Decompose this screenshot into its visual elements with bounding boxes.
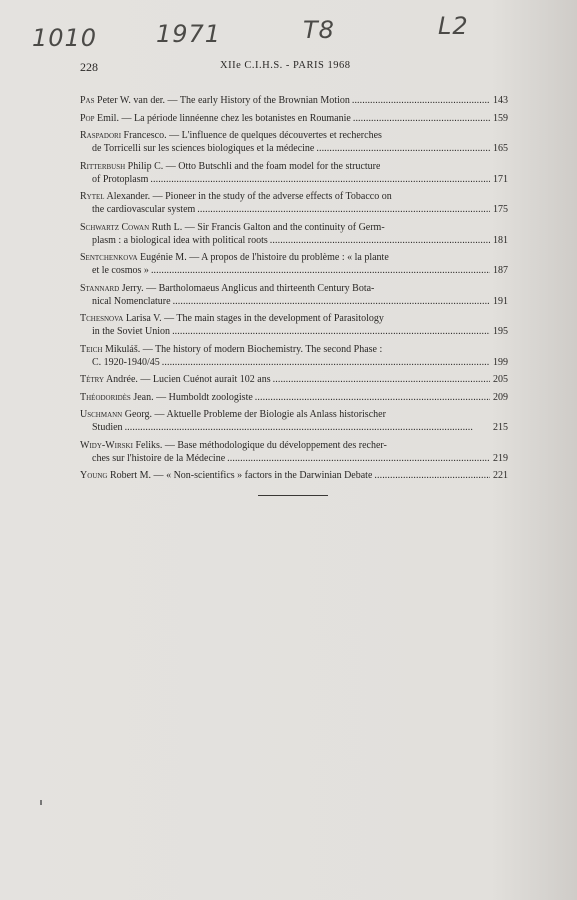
article-title: L'influence de quelques découvertes et recherches: [181, 130, 382, 141]
dot-leader: [171, 295, 490, 308]
toc-page-number: 159: [493, 112, 508, 124]
handwritten-note-4: L2: [438, 12, 469, 40]
author-given-name: Mikuláš. —: [102, 343, 156, 355]
toc-page-number: 165: [493, 143, 508, 154]
dot-leader: [170, 325, 490, 338]
toc-entry-continuation-line: [80, 452, 508, 465]
toc-page-number: 187: [493, 265, 508, 276]
toc-entry-first-line: [80, 343, 508, 356]
toc-entry-continuation-line: [80, 421, 508, 434]
handwritten-note-2: 1971: [156, 20, 222, 48]
toc-entry-continuation-line: [80, 295, 508, 308]
page-number: 228: [80, 60, 98, 74]
dot-leader: [268, 234, 490, 247]
toc-entry-first-line: [80, 94, 508, 107]
author-surname: Tétry: [80, 374, 104, 385]
article-title: The early History of the Brownian Motion: [179, 95, 350, 106]
author-surname: Young: [80, 470, 108, 481]
toc-entry-first-line: [80, 469, 508, 482]
toc-entry-text: [80, 391, 253, 404]
running-title: XIIe C.I.H.S. - PARIS 1968: [220, 60, 351, 71]
toc-entry-text: [80, 373, 271, 386]
toc-entry: [80, 439, 508, 465]
toc-entry-text: [80, 343, 382, 356]
toc-entry: [80, 190, 508, 216]
toc-entry-text: [92, 234, 268, 247]
article-title: nical Nomenclature: [92, 295, 171, 307]
dot-leader: [314, 142, 490, 155]
dot-leader: [148, 173, 490, 186]
toc-entry-text: [92, 203, 195, 216]
dot-leader: [149, 264, 490, 277]
article-title: Base méthodologique du développement des recher-: [177, 439, 387, 451]
article-title: Otto Butschli and the foam model for the structure: [178, 160, 381, 172]
author-surname: Teich: [80, 343, 103, 355]
author-surname: Widy-Wirski: [80, 439, 133, 451]
toc-entry-text: [80, 129, 382, 142]
author-surname: Sentchenkova: [80, 252, 138, 263]
toc-entry-first-line: [80, 190, 508, 203]
author-given-name: Robert M. —: [107, 470, 167, 481]
toc-entry-continuation-line: [80, 325, 508, 338]
toc-entry-first-line: [80, 373, 508, 386]
article-title: A propos de l'histoire du problème : « la plante: [201, 252, 389, 263]
toc-entry: [80, 391, 508, 404]
toc-entry-text: [80, 94, 350, 107]
toc-entry-first-line: [80, 282, 508, 295]
toc-entry: [80, 469, 508, 482]
article-title: Aktuelle Probleme der Biologie als Anlass historischer: [166, 409, 386, 420]
toc-page-number: 221: [493, 470, 508, 481]
dot-leader: [271, 373, 490, 386]
toc-page-number: 171: [493, 173, 508, 185]
article-title: the cardiovascular system: [92, 204, 196, 215]
toc-entry-text: [80, 221, 385, 234]
article-title: Pioneer in the study of the adverse effects of Tobacco on: [165, 191, 392, 202]
toc-entry: [80, 282, 508, 308]
toc-entry-continuation-line: [80, 173, 508, 186]
toc-entry-text: [80, 408, 386, 421]
toc-entry: [80, 221, 508, 247]
toc-entry-text: [92, 142, 314, 155]
toc-entry-text: [92, 295, 171, 308]
author-given-name: Emil. —: [94, 112, 134, 124]
dot-leader: [253, 391, 490, 404]
author-surname: Pas: [80, 95, 95, 106]
toc-entry: [80, 343, 508, 369]
handwritten-note-1: 1010: [32, 24, 98, 52]
author-given-name: Alexander. —: [104, 191, 166, 202]
dot-leader: [351, 112, 490, 125]
author-given-name: Eugénie M. —: [137, 252, 202, 263]
author-surname: Raspadori: [80, 130, 122, 141]
article-title: La période linnéenne chez les botanistes en Roumanie: [133, 112, 351, 124]
table-of-contents: [80, 94, 508, 487]
toc-page-number: 199: [493, 356, 508, 368]
toc-entry-continuation-line: [80, 142, 508, 155]
toc-entry-first-line: [80, 129, 508, 142]
article-title: « Non-scientifics » factors in the Darwinian Debate: [166, 470, 373, 481]
article-title: et le cosmos »: [92, 265, 149, 276]
toc-entry-first-line: [80, 160, 508, 173]
article-title: The history of modern Biochemistry. The second Phase :: [155, 343, 383, 355]
dot-leader: [160, 356, 490, 369]
toc-entry-text: [92, 325, 170, 338]
article-title: Bartholomaeus Anglicus and thirteenth Century Bota-: [158, 282, 375, 294]
dot-leader: [350, 94, 490, 107]
toc-page-number: 219: [493, 452, 508, 464]
article-title: Lucien Cuénot aurait 102 ans: [152, 374, 271, 385]
toc-page-number: 215: [493, 422, 508, 433]
toc-entry-text: [92, 173, 148, 186]
author-surname: Théodoridès: [80, 391, 131, 403]
author-given-name: Philip C. —: [125, 160, 179, 172]
page-blemish: [40, 800, 42, 805]
article-title: ches sur l'histoire de la Médecine: [92, 452, 226, 464]
toc-entry-continuation-line: [80, 203, 508, 216]
toc-page-number: 175: [493, 204, 508, 215]
toc-entry-text: [80, 251, 389, 264]
toc-entry-text: [80, 312, 384, 325]
dot-leader: [225, 452, 490, 465]
toc-entry-text: [80, 439, 387, 452]
dot-leader: [372, 469, 490, 482]
article-title: plasm : a biological idea with political roots: [92, 234, 268, 246]
article-title: of Protoplasm: [92, 173, 149, 185]
article-title: Humboldt zoologiste: [168, 391, 253, 403]
article-title: in the Soviet Union: [92, 326, 171, 337]
toc-entry: [80, 94, 508, 107]
toc-entry-text: [92, 452, 225, 465]
dot-leader: [123, 421, 490, 434]
toc-entry-continuation-line: [80, 264, 508, 277]
toc-entry: [80, 160, 508, 186]
closing-rule: [258, 495, 328, 496]
author-given-name: Peter W. van der. —: [94, 95, 180, 106]
toc-entry-first-line: [80, 251, 508, 264]
toc-entry-continuation-line: [80, 234, 508, 247]
toc-entry: [80, 408, 508, 434]
toc-page-number: 191: [493, 295, 508, 307]
toc-entry-first-line: [80, 312, 508, 325]
author-given-name: Jerry. —: [119, 282, 159, 294]
author-given-name: Andrée. —: [104, 374, 153, 385]
author-surname: Pop: [80, 112, 95, 124]
toc-page-number: 143: [493, 95, 508, 106]
author-given-name: Feliks. —: [132, 439, 178, 451]
toc-entry-first-line: [80, 391, 508, 404]
author-given-name: Larisa V. —: [123, 313, 177, 324]
toc-entry: [80, 312, 508, 338]
handwritten-note-3: T8: [303, 16, 335, 44]
author-surname: Stannard: [80, 282, 120, 294]
toc-entry-first-line: [80, 408, 508, 421]
toc-entry-text: [80, 469, 372, 482]
toc-entry-text: [92, 356, 160, 369]
toc-page-number: 205: [493, 374, 508, 385]
article-title: The main stages in the development of Parasitology: [176, 313, 384, 324]
toc-page-number: 181: [493, 234, 508, 246]
author-surname: Uschmann: [80, 409, 123, 420]
toc-entry-text: [92, 264, 149, 277]
author-given-name: Jean. —: [130, 391, 169, 403]
toc-page-number: 209: [493, 391, 508, 403]
running-header: [80, 60, 508, 78]
article-title: de Torricelli sur les sciences biologiques et la médecine: [92, 143, 315, 154]
article-title: C. 1920-1940/45: [92, 356, 160, 368]
toc-entry-first-line: [80, 221, 508, 234]
dot-leader: [195, 203, 490, 216]
toc-entry: [80, 251, 508, 277]
toc-entry-text: [80, 282, 374, 295]
toc-entry-first-line: [80, 112, 508, 125]
author-surname: Tchesnova: [80, 313, 124, 324]
toc-entry: [80, 129, 508, 155]
author-surname: Rytel: [80, 191, 105, 202]
author-given-name: Georg. —: [122, 409, 167, 420]
toc-entry-text: [92, 421, 123, 434]
toc-entry-first-line: [80, 439, 508, 452]
toc-entry-text: [80, 160, 380, 173]
toc-entry-continuation-line: [80, 356, 508, 369]
article-title: Sir Francis Galton and the continuity of Germ-: [197, 221, 385, 233]
toc-entry-text: [80, 112, 351, 125]
author-surname: Ritterbush: [80, 160, 126, 172]
author-surname: Schwartz Cowan: [80, 221, 150, 233]
author-given-name: Ruth L. —: [149, 221, 198, 233]
author-given-name: Francesco. —: [121, 130, 182, 141]
toc-entry: [80, 112, 508, 125]
article-title: Studien: [92, 422, 123, 433]
toc-entry-text: [80, 190, 392, 203]
toc-entry: [80, 373, 508, 386]
handwritten-annotations: [28, 8, 498, 52]
toc-page-number: 195: [493, 326, 508, 337]
